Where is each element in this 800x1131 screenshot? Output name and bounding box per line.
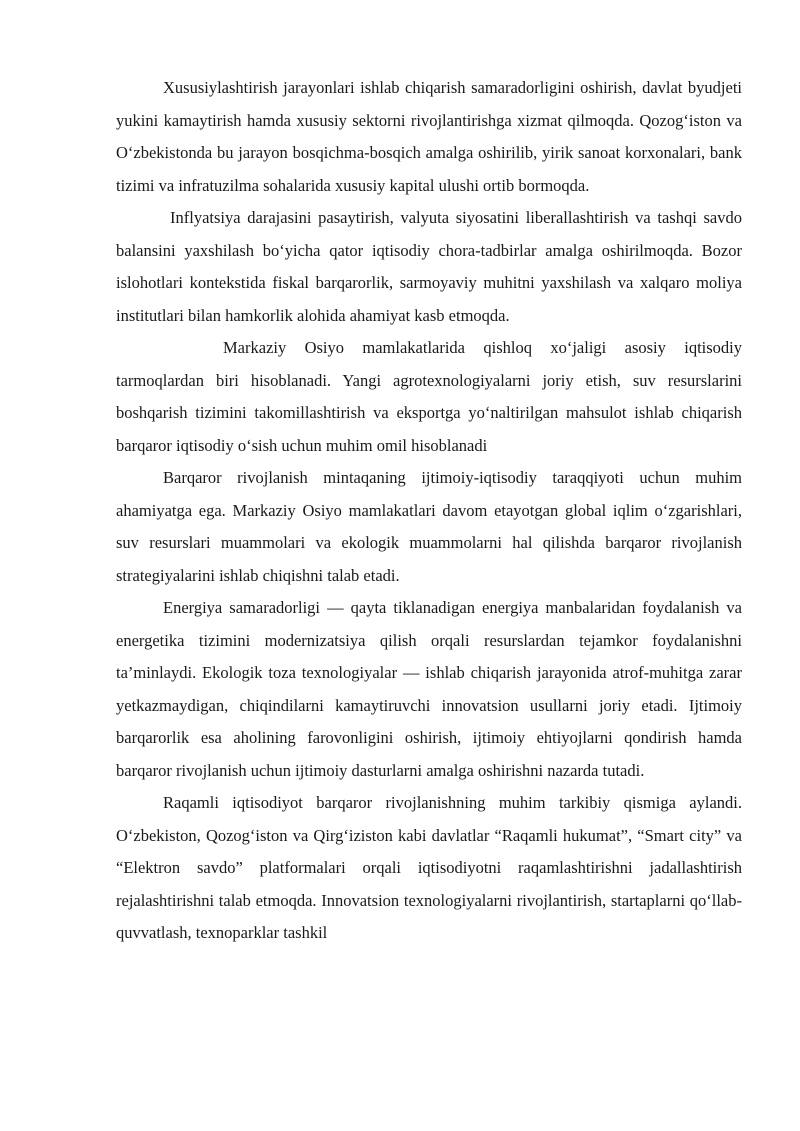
paragraph-inflation: Inflyatsiya darajasini pasaytirish, valyuta siyosatini liberallashtirish va tashqi savdo balansini yaxshilash bo‘yicha qator iqtisodiy chora-tadbirlar amalga oshirilmoqda. Bozor islohotlari kontekstida fiskal barqarorlik, sarmoyaviy muhitni yaxshilash va xalqaro moliya institutlari bilan hamkorlik alohida ahamiyat kasb etmoqda. <box>116 208 742 325</box>
paragraph-sustainable-development: Barqaror rivojlanish mintaqaning ijtimoiy-iqtisodiy taraqqiyoti uchun muhim ahamiyatga ega. Markaziy Osiyo mamlakatlari davom etayotgan global iqlim o‘zgarishlari, suv resurslari muammolari va ekologik muammolarni hal qilishda barqaror rivojlanish strategiyalarini ishlab chiqishni talab etadi. <box>116 468 742 585</box>
document-page <box>116 72 742 950</box>
paragraph-digital-economy: Raqamli iqtisodiyot barqaror rivojlanishning muhim tarkibiy qismiga aylandi. O‘zbekiston, Qozog‘iston va Qirg‘iziston kabi davlatlar “Raqamli hukumat”, “Smart city” va “Elektron savdo” platformalari orqali iqtisodiyotni raqamlashtirishni jadallashtirish rejalashtirishni talab etmoqda. Innovatsion texnologiyalarni rivojlantirish, startaplarni qo‘llab-quvvatlash, texnoparklar tashkil <box>116 793 742 942</box>
paragraph-agriculture: Markaziy Osiyo mamlakatlarida qishloq xo‘jaligi asosiy iqtisodiy tarmoqlardan biri hisoblanadi. Yangi agrotexnologiyalarni joriy etish, suv resurslarini boshqarish tizimini takomillashtirish va eksportga yo‘naltirilgan mahsulot ishlab chiqarish barqaror iqtisodiy o‘sish uchun muhim omil hisoblanadi <box>116 338 742 455</box>
paragraph-energy-efficiency: Energiya samaradorligi — qayta tiklanadigan energiya manbalaridan foydalanish va energetika tizimini modernizatsiya qilish orqali resurslardan tejamkor foydalanishni ta’minlaydi. Ekologik toza texnologiyalar — ishlab chiqarish jarayonida atrof-muhitga zarar yetkazmaydigan, chiqindilarni kamaytiruvchi innovatsion usullarni joriy etadi. Ijtimoiy barqarorlik esa aholining farovonligini oshirish, ijtimoiy ehtiyojlarni qondirish hamda barqaror rivojlanish uchun ijtimoiy dasturlarni amalga oshirishni nazarda tutadi. <box>116 598 742 780</box>
paragraph-privatization: Xususiylashtirish jarayonlari ishlab chiqarish samaradorligini oshirish, davlat byudjeti yukini kamaytirish hamda xususiy sektorni rivojlantirishga xizmat qilmoqda. Qozog‘iston va O‘zbekistonda bu jarayon bosqichma-bosqich amalga oshirilib, yirik sanoat korxonalari, bank tizimi va infratuzilma sohalarida xususiy kapital ulushi ortib bormoqda. <box>116 78 742 195</box>
